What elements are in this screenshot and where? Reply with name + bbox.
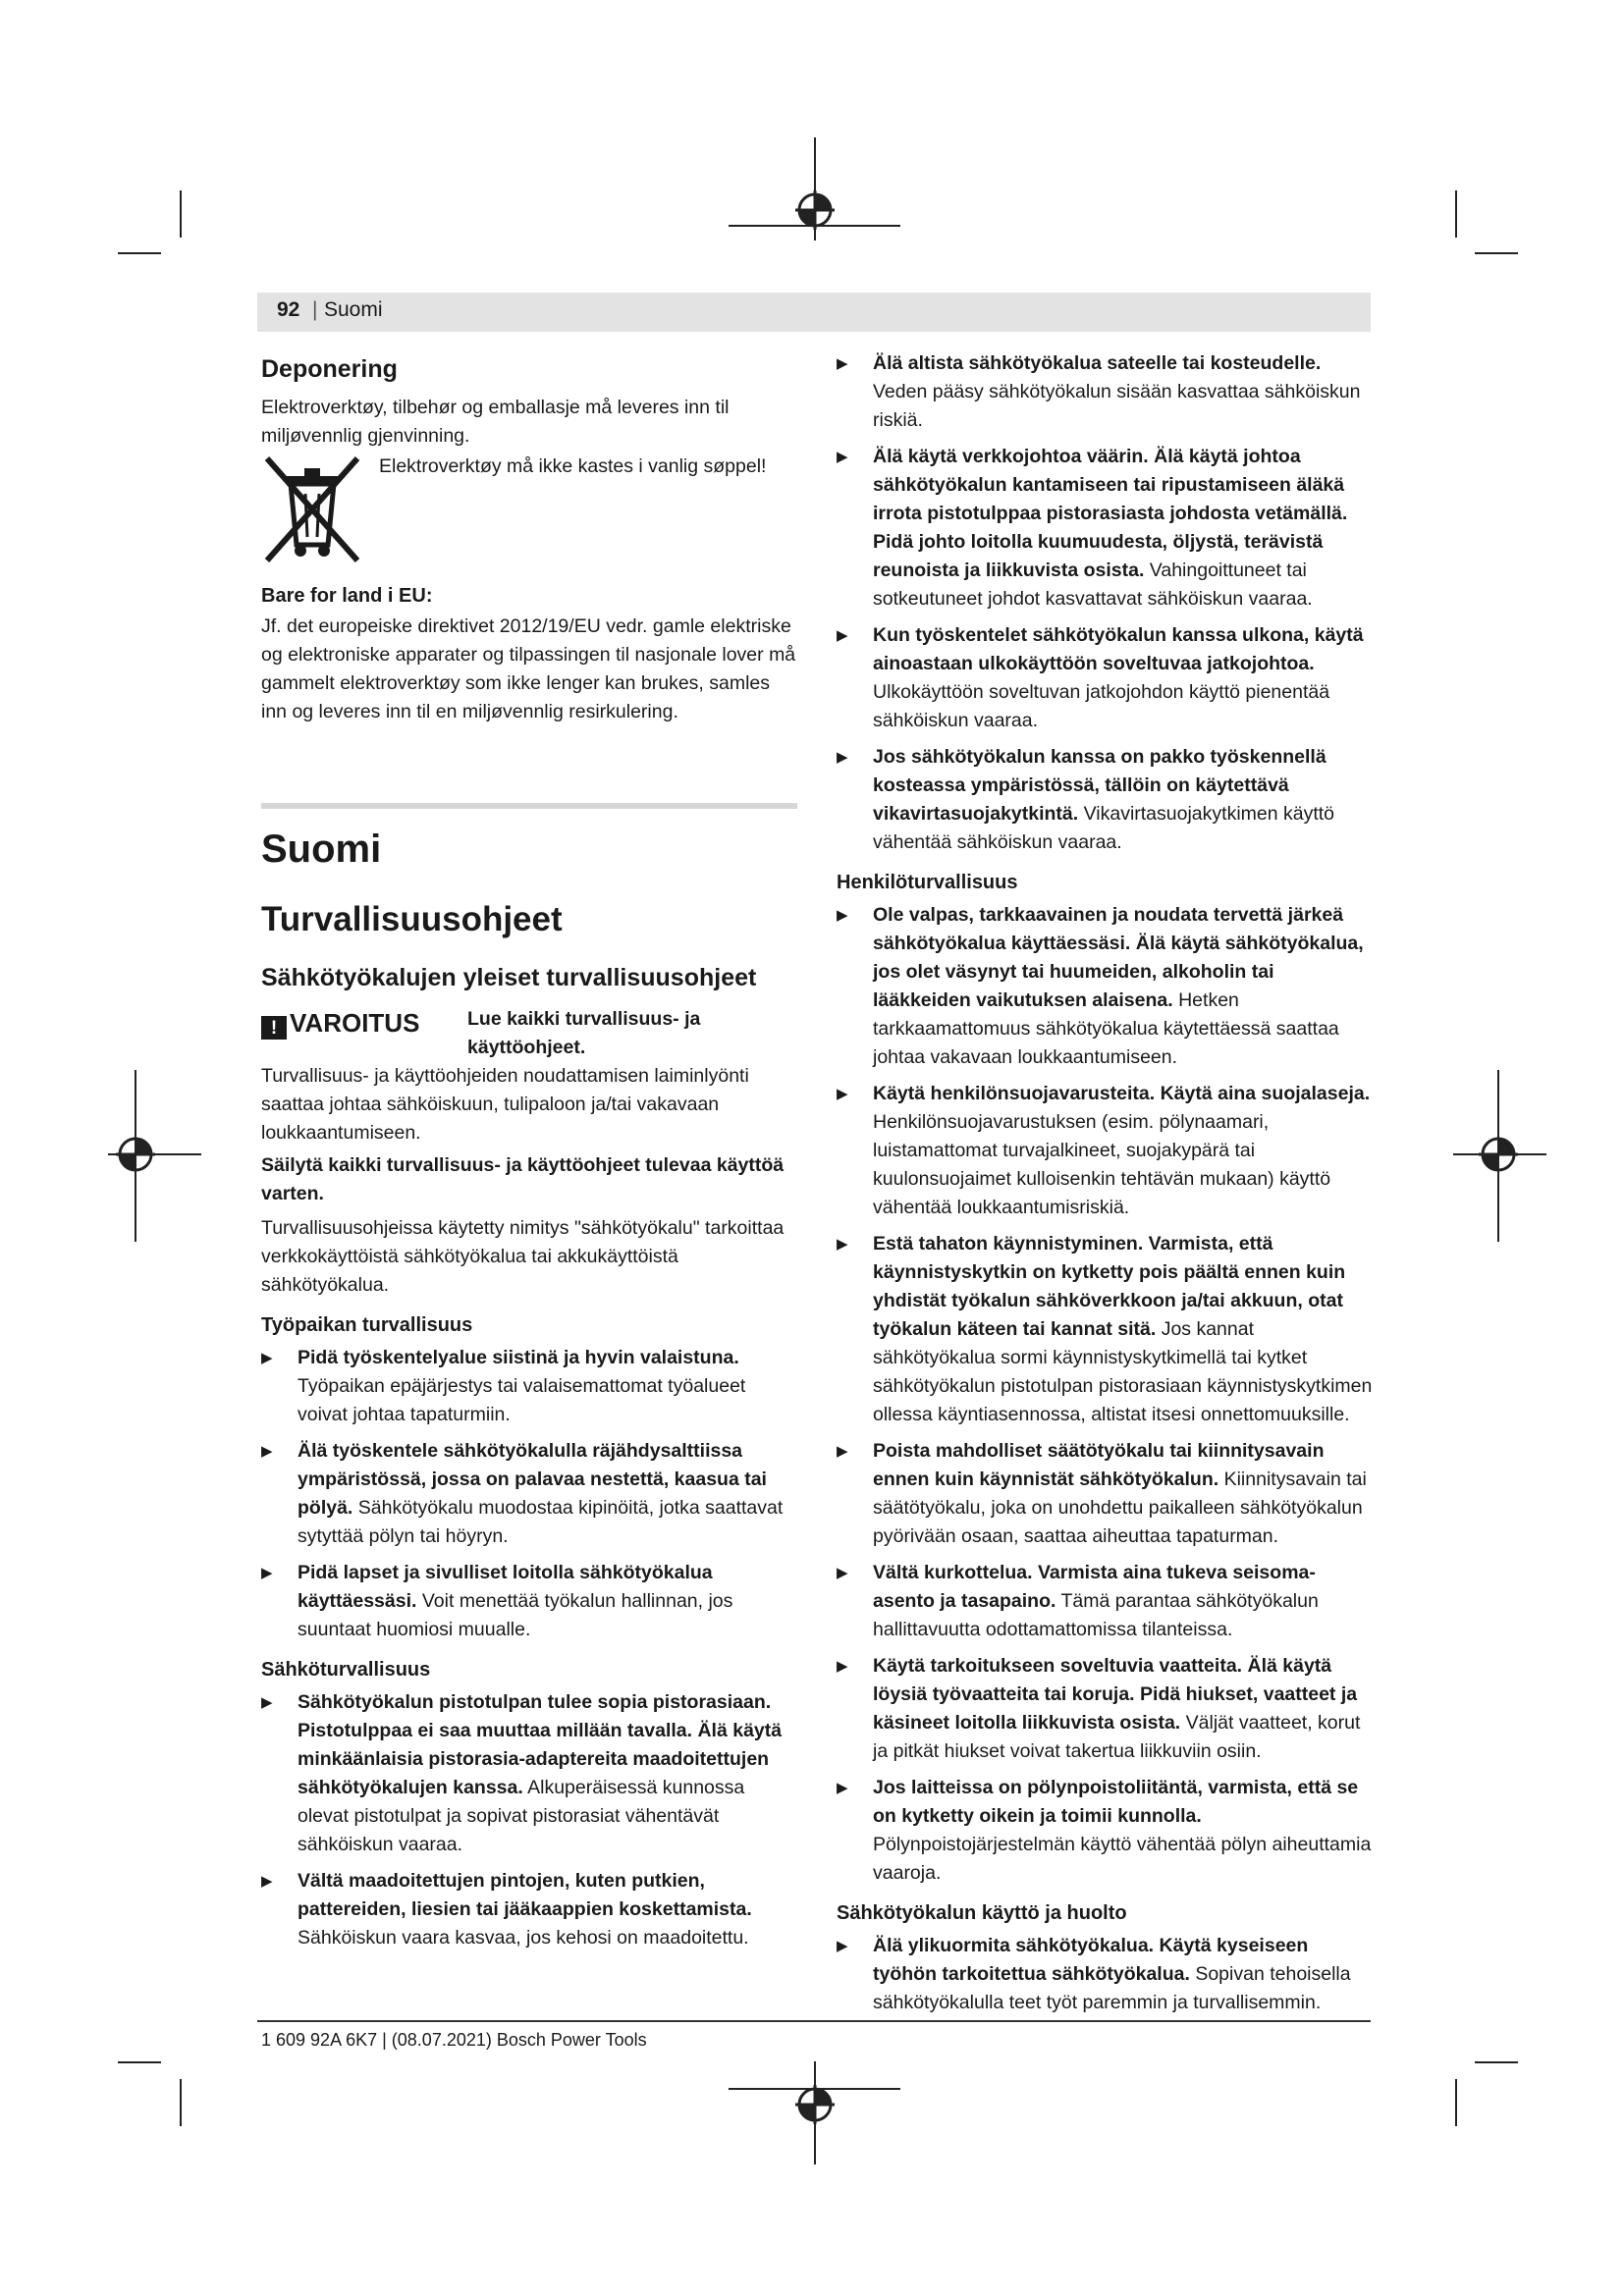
item-text: Väljät vaatteet, korut ja pitkät hiukset voivat takertua liikkuviin osiin. (873, 1712, 1361, 1762)
weee-text: Elektroverktøy må ikke kastes i vanlig søppel! (379, 455, 767, 477)
crop-mark (1455, 190, 1457, 238)
safety-heading: Turvallisuusohjeet (261, 900, 563, 938)
list-item (261, 1344, 797, 1429)
eu-text: Jf. det europeiske direktivet 2012/19/EU vedr. gamle elektriske og elektroniske apparater og tilpassingen til nasjonale lover må gammelt elektroverktøy som ikke lenger kan brukes, samles inn og leveres inn til en miljøvennlig resirkulering. (261, 615, 796, 722)
item-bold: Pidä työskentelyalue siistinä ja hyvin valaistuna. (298, 1347, 739, 1368)
list-item (837, 1080, 1377, 1222)
registration-mark-bottom (729, 2061, 905, 2169)
list-item (837, 621, 1377, 735)
item-text: Hetken tarkkaamattomuus sähkötyökalua käytettäessä saattaa johtaa vakavaan loukkaantumiseen. (873, 989, 1339, 1068)
item-bold: Älä käytä verkkojohtoa väärin. Älä käytä johtoa sähkötyökalun kantamiseen tai ripustamiseen äläkä irrota pistotulppaa pistorasiasta johdosta vetämällä. Pidä johto loitolla kuumuudesta, öljystä, terävistä reunoista ja liikkuvista osista. (873, 446, 1348, 581)
list-item (837, 1774, 1377, 1888)
item-bold: Estä tahaton käynnistyminen. Varmista, että käynnistyskytkin on kytketty pois päältä ennen kuin yhdistät työkalun sähköverkkoon ja/tai akkuun, otat työkalun käteen tai kannat sitä. (873, 1233, 1346, 1340)
item-text: Sopivan tehoisella sähkötyökalulla teet työt paremmin ja turvallisemmin. (873, 1963, 1351, 2013)
warning-text: Turvallisuus- ja käyttöohjeiden noudattamisen laiminlyönti saattaa johtaa sähköiskuun, tulipaloon ja/tai vakavaan loukkaantumiseen. (261, 1065, 749, 1144)
item-text: Työpaikan epäjärjestys tai valaisemattomat työalueet voivat johtaa tapaturmiin. (298, 1375, 746, 1425)
item-text: Henkilönsuojavarustuksen (esim. pölynaamari, luistamattomat turvajalkineet, suojakypärä tai kuulonsuojaimet kulloisenkin tehtävän mukaan) käyttö vähentää loukkaantumisriskiä. (873, 1111, 1331, 1218)
registration-mark-top (729, 137, 905, 245)
crop-mark (1455, 2079, 1457, 2126)
item-bold: Jos laitteissa on pölynpoistoliitäntä, varmista, että se on kytketty oikein ja toimii kunnolla. (873, 1777, 1359, 1827)
page-header (257, 293, 1371, 332)
warning-icon: ! (261, 1016, 287, 1040)
crossed-bin-icon (261, 454, 363, 564)
item-text: Tämä parantaa sähkötyökalun hallittavuutta odottamattomissa tilanteissa. (873, 1590, 1319, 1640)
electrical-heading: Sähköturvallisuus (261, 1659, 431, 1681)
registration-mark-left (108, 1070, 206, 1247)
list-item (837, 743, 1377, 857)
right-column (837, 349, 1377, 2025)
item-bold: Vältä kurkottelua. Varmista aina tukeva seisoma-asento ja tasapaino. (873, 1562, 1316, 1612)
personal-safety-list (837, 901, 1377, 1888)
list-item (837, 1932, 1377, 2017)
item-text: Voit menettää työkalun hallinnan, jos suuntaat huomiosi muualle. (298, 1590, 733, 1640)
crop-mark (118, 2061, 161, 2063)
item-bold: Pidä lapset ja sivulliset loitolla sähkötyökalua käyttäessäsi. (298, 1562, 713, 1612)
save-instructions: Säilytä kaikki turvallisuus- ja käyttöohjeet tulevaa käyttöä varten. (261, 1154, 785, 1204)
language-heading: Suomi (261, 828, 382, 871)
item-bold: Poista mahdolliset säätötyökalu tai kiinnitysavain ennen kuin käynnistät sähkötyökalun. (873, 1440, 1325, 1490)
list-item (837, 1437, 1377, 1551)
workplace-list (261, 1344, 797, 1644)
crop-mark (180, 2079, 182, 2126)
crop-mark (1475, 252, 1518, 254)
left-column (261, 349, 797, 1960)
list-item (261, 1867, 797, 1952)
list-item (837, 1230, 1377, 1429)
tool-use-heading: Sähkötyökalun käyttö ja huolto (837, 1902, 1127, 1924)
item-bold: Älä altista sähkötyökalua sateelle tai kosteudelle. (873, 352, 1322, 374)
item-bold: Jos sähkötyökalun kanssa on pakko työskennellä kosteassa ympäristössä, tällöin on käytettävä vikavirtasuojakytkintä. (873, 746, 1326, 825)
item-bold: Käytä tarkoitukseen soveltuvia vaatteita. Älä käytä löysiä työvaatteita tai koruja. Pidä hiukset, vaatteet ja käsineet loitolla liikkuvista osista. (873, 1655, 1358, 1734)
term-definition: Turvallisuusohjeissa käytetty nimitys "sähkötyökalu" tarkoittaa verkkokäyttöistä sähkötyökalua tai akkukäyttöistä sähkötyökalua. (261, 1217, 785, 1296)
item-text: Sähkötyökalu muodostaa kipinöitä, jotka saattavat sytyttää pölyn tai höyryn. (298, 1497, 784, 1547)
electrical-list (261, 1688, 797, 1952)
list-item (261, 1688, 797, 1859)
warning-intro (467, 1005, 797, 1062)
list-item (837, 443, 1377, 614)
item-bold: Sähkötyökalun pistotulpan tulee sopia pistorasiaan. Pistotulppaa ei saa muuttaa millään tavalla. Älä käytä minkäänlaisia pistorasia-adaptereita maadoitettujen sähkötyökalujen kanssa. (298, 1691, 783, 1798)
list-item (837, 1652, 1377, 1766)
section-divider (261, 803, 797, 809)
list-item (261, 1559, 797, 1644)
item-text: Ulkokäyttöön soveltuvan jatkojohdon käyttö pienentää sähköiskun vaaraa. (873, 681, 1330, 731)
item-text: Jos kannat sähkötyökalua sormi käynnistyskytkimellä tai kytket sähkötyökalun pistotulpan pistorasiaan käynnistyskytkimen ollessa käyntiasennossa, altistat itsesi onnettomuuksille. (873, 1318, 1373, 1425)
crop-mark (1475, 2061, 1518, 2063)
eu-heading: Bare for land i EU: (261, 585, 433, 607)
item-text: Veden pääsy sähkötyökalun sisään kasvattaa sähköiskun riskiä. (873, 381, 1361, 431)
item-bold: Ole valpas, tarkkaavainen ja noudata tervettä järkeä sähkötyökalua käyttäessäsi. Älä käytä sähkötyökalua, jos olet väsynyt tai huumeiden, alkoholin tai lääkkeiden vaikutuksen alaisena. (873, 904, 1364, 1011)
warning-bold: Lue kaikki turvallisuus- ja käyttöohjeet. (467, 1008, 701, 1058)
list-item (837, 901, 1377, 1072)
warning-block (261, 1005, 797, 1062)
crop-mark (180, 190, 182, 238)
tool-use-list (837, 1932, 1377, 2017)
workplace-heading: Työpaikan turvallisuus (261, 1314, 473, 1336)
deponering-text: Elektroverktøy, tilbehør og emballasje må leveres inn til miljøvennlig gjenvinning. (261, 397, 730, 447)
section-name: Suomi (324, 298, 383, 321)
item-text: Vahingoittuneet tai sotkeutuneet johdot kasvattavat sähköiskun vaaraa. (873, 560, 1313, 610)
item-bold: Vältä maadoitettujen pintojen, kuten putkien, pattereiden, liesien tai jääkaappien koskettamista. (298, 1870, 752, 1920)
crop-mark (118, 252, 161, 254)
warning-label: VAROITUS (290, 1008, 420, 1038)
item-text: Sähköiskun vaara kasvaa, jos kehosi on maadoitettu. (298, 1927, 749, 1949)
item-text: Vikavirtasuojakytkimen käyttö vähentää sähköiskun vaaraa. (873, 803, 1335, 853)
item-bold: Älä ylikuormita sähkötyökalua. Käytä kyseiseen työhön tarkoitettua sähkötyökalua. (873, 1935, 1309, 1985)
footer-text: 1 609 92A 6K7 | (08.07.2021) Bosch Power Tools (261, 2030, 647, 2050)
item-bold: Älä työskentele sähkötyökalulla räjähdysalttiissa ympäristössä, jossa on palavaa nestettä, kaasua tai pölyä. (298, 1440, 767, 1519)
warning-badge (261, 1009, 419, 1040)
list-item (837, 349, 1377, 435)
weee-notice (261, 453, 797, 568)
page-number: 92 (277, 298, 300, 321)
item-text: Pölynpoistojärjestelmän käyttö vähentää pölyn aiheuttamia vaaroja. (873, 1834, 1372, 1884)
footer-divider (257, 2020, 1371, 2022)
electrical-list-continued (837, 349, 1377, 857)
item-bold: Käytä henkilönsuojavarusteita. Käytä aina suojalaseja. (873, 1083, 1371, 1104)
item-bold: Kun työskentelet sähkötyökalun kanssa ulkona, käytä ainoastaan ulkokäyttöön soveltuvaa jatkojohtoa. (873, 624, 1364, 674)
deponering-heading: Deponering (261, 355, 398, 383)
personal-safety-heading: Henkilöturvallisuus (837, 872, 1018, 893)
registration-mark-right (1453, 1070, 1551, 1247)
list-item (261, 1437, 797, 1551)
header-separator: | (312, 298, 318, 321)
item-text: Kiinnitysavain tai säätötyökalu, joka on unohdettu paikalleen sähkötyökalun pyörivään osaan, saattaa aiheuttaa tapaturman. (873, 1468, 1367, 1547)
list-item (837, 1559, 1377, 1644)
general-safety-heading: Sähkötyökalujen yleiset turvallisuusohjeet (261, 964, 757, 991)
item-text: Alkuperäisessä kunnossa olevat pistotulpat ja sopivat pistorasiat vähentävät sähköiskun vaaraa. (298, 1777, 745, 1855)
